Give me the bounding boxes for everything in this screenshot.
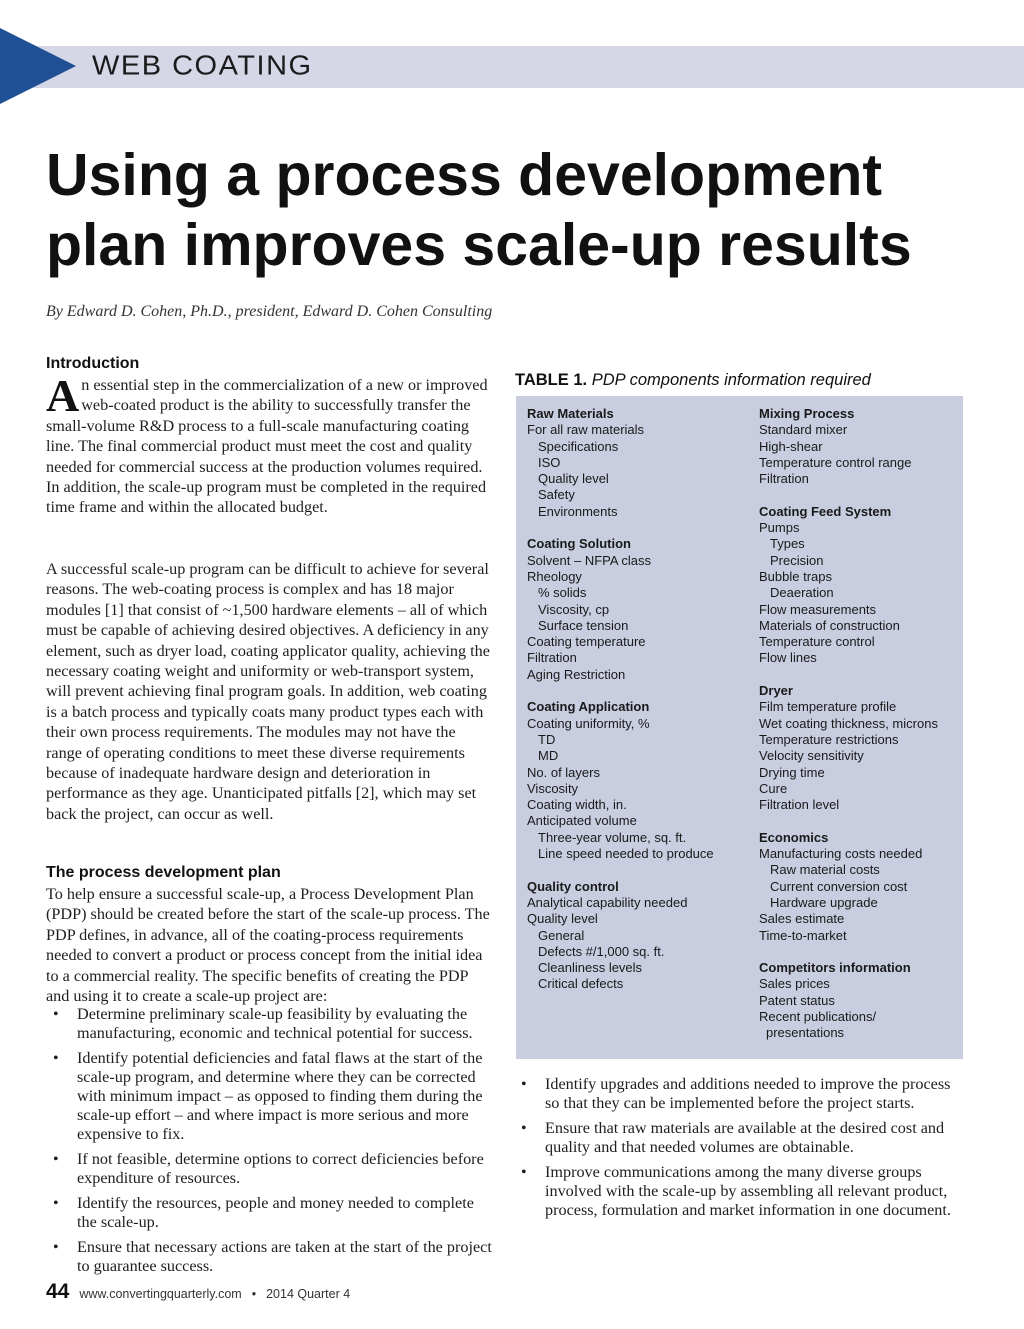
table-item: Manufacturing costs needed: [759, 846, 923, 862]
table-caption: PDP components information required: [591, 371, 871, 389]
page-footer: [46, 1280, 350, 1304]
table-label: TABLE 1.: [515, 371, 588, 389]
table-group: [759, 504, 959, 667]
table-group-heading: Competitors information: [759, 960, 911, 976]
table-item: Line speed needed to produce: [538, 846, 714, 862]
intro-heading: Introduction: [46, 355, 140, 372]
table-item: Materials of construction: [759, 617, 900, 633]
table-item: ISO: [538, 454, 561, 470]
table-group-heading: Coating Application: [527, 699, 650, 715]
table-item: Quality level: [538, 471, 609, 487]
table-group-heading: Economics: [759, 829, 829, 845]
table-item: Hardware upgrade: [770, 894, 878, 910]
table-group: [759, 960, 959, 1041]
bullet-item: • Identify potential deficiencies and fatal flaws at the start of the scale-up program, and determine where they can be corrected with minimum impact – as opposed to finding them during the scale-up effort – and where impact is more serious and more expensive to fix.: [46, 1049, 496, 1144]
bullet-item: • If not feasible, determine options to correct deficiencies before expenditure of resources.: [46, 1150, 496, 1188]
table-item: Coating temperature: [527, 634, 646, 650]
table-item: General: [538, 927, 585, 943]
table-item: Environments: [538, 503, 618, 519]
table-item: Wet coating thickness, microns: [759, 715, 938, 731]
table-item: Critical defects: [538, 976, 624, 992]
intro-paragraph-1: [46, 370, 494, 518]
benefits-list-right: [514, 1075, 964, 1226]
table-item: Specifications: [538, 438, 619, 454]
title-line-2: plan improves scale-up results: [46, 212, 912, 278]
table-item: Viscosity, cp: [538, 601, 610, 617]
table-item: MD: [538, 748, 559, 764]
table-title: [515, 371, 871, 390]
table-group-heading: Coating Feed System: [759, 503, 892, 519]
table-item: Filtration level: [759, 797, 840, 813]
table-item: TD: [538, 731, 556, 747]
table-group: [759, 683, 959, 813]
table-item: Standard mixer: [759, 422, 848, 438]
table-item: Rheology: [527, 568, 582, 584]
table-item: Current conversion cost: [770, 878, 908, 894]
footer-separator: •: [251, 1287, 257, 1301]
table-item: Temperature restrictions: [759, 731, 899, 747]
pdp-heading: The process development plan: [46, 864, 281, 881]
table-item: Flow measurements: [759, 601, 877, 617]
table-item: % solids: [538, 585, 587, 601]
table-item: Safety: [538, 487, 575, 503]
table-item: No. of layers: [527, 764, 600, 780]
bullet-item: • Determine preliminary scale-up feasibility by evaluating the manufacturing, economic and technical potential for success.: [46, 1005, 496, 1043]
table-item: Defects #/1,000 sq. ft.: [538, 943, 665, 959]
table-group: [527, 406, 752, 520]
table-group-heading: Quality control: [527, 878, 619, 894]
bullet-item: • Identify the resources, people and money needed to complete the scale-up.: [46, 1194, 496, 1232]
table-item: Coating width, in.: [527, 797, 627, 813]
table-item: Three-year volume, sq. ft.: [538, 829, 687, 845]
page-title: [46, 140, 1006, 280]
table-item: Cure: [759, 780, 788, 796]
table-item: Precision: [770, 552, 824, 568]
table-item: Temperature control: [759, 634, 875, 650]
table-column-left: [527, 406, 752, 1009]
table-group: [527, 879, 752, 993]
table-group: [759, 830, 959, 944]
table-item: Quality level: [527, 911, 598, 927]
footer-url: www.convertingquarterly.com: [79, 1287, 242, 1301]
table-group-heading: Coating Solution: [527, 536, 631, 552]
table-group-heading: Dryer: [759, 683, 793, 699]
table-item: Coating uniformity, %: [527, 715, 650, 731]
table-item: Aging Restriction: [527, 666, 626, 682]
table-item: Time-to-market: [759, 927, 847, 943]
table-item: Deaeration: [770, 585, 834, 601]
table-item: Sales estimate: [759, 911, 845, 927]
table-item: Velocity sensitivity: [759, 748, 864, 764]
bullet-item: • Ensure that raw materials are available at the desired cost and quality and that needed volumes are obtainable.: [514, 1119, 964, 1157]
page-number: 44: [46, 1280, 70, 1303]
table-column-right: [759, 406, 959, 1058]
table-item: Anticipated volume: [527, 813, 637, 829]
intro-paragraph-1-text: n essential step in the commercialization of a new or improved web-coated product is the ability to successfully transfer the small-volume R&D process to a full-scale manufacturing coating line. The final commercial product must meet the cost and quality needed for commercial success at the production volumes required. In addition, the scale-up program must be completed in the required time frame and within the allocated budget.: [46, 376, 488, 517]
table-group: [759, 406, 959, 487]
table-item: Flow lines: [759, 650, 817, 666]
table-item: Sales prices: [759, 976, 830, 992]
title-line-1: Using a process development: [46, 142, 883, 208]
table-item: Surface tension: [538, 617, 629, 633]
table-item: Pumps: [759, 520, 800, 536]
bullet-item: • Ensure that necessary actions are taken at the start of the project to guarantee success.: [46, 1238, 496, 1276]
footer-issue: 2014 Quarter 4: [266, 1287, 351, 1301]
intro-paragraph-2: A successful scale-up program can be difficult to achieve for several reasons. The web-coating process is complex and has 18 major modules [1] that consist of ~1,500 hardware elements – all of which must be capable of achieving desired objectives. A deficiency in any element, such as dryer load, coating applicator quality, achieving the necessary coating weight and uniformity or web-transport system, will prevent achieving final program goals. In addition, web coating is a batch process and typically coats many product types each with their own process requirements. The modules may not have the range of operating conditions to meet these diverse requirements because of inadequate hardware design and deterioration in performance as they age. Unanticipated pitfalls [2], which may set back the project, can occur as well.: [46, 560, 490, 823]
table-item: Film temperature profile: [759, 699, 897, 715]
table-group-heading: Raw Materials: [527, 406, 614, 421]
table-group: [527, 699, 752, 862]
table-item: presentations: [766, 1025, 845, 1041]
table-item: Solvent – NFPA class: [527, 552, 652, 568]
table-group-heading: Mixing Process: [759, 406, 855, 421]
table-item: Drying time: [759, 764, 825, 780]
table-item: Filtration: [527, 650, 577, 666]
table-item: Raw material costs: [770, 862, 880, 878]
drop-cap: A: [46, 370, 80, 421]
byline: By Edward D. Cohen, Ph.D., president, Edward D. Cohen Consulting: [46, 303, 493, 320]
table-item: Bubble traps: [759, 568, 832, 584]
bullet-item: • Improve communications among the many diverse groups involved with the scale-up by assembling all relevant product, process, formulation and market information in one document.: [514, 1163, 964, 1220]
table-item: Patent status: [759, 992, 835, 1008]
table-group: [527, 536, 752, 683]
bullet-item: • Identify upgrades and additions needed to improve the process so that they can be implemented before the project starts.: [514, 1075, 964, 1113]
table-item: Analytical capability needed: [527, 894, 688, 910]
pdp-paragraph: To help ensure a successful scale-up, a Process Development Plan (PDP) should be created before the start of the scale-up process. The PDP defines, in advance, all of the coating-process requirements needed to convert a product or process concept from the initial idea to a commercial reality. The specific benefits of creating the PDP and using it to create a scale-up project are:: [46, 885, 490, 1006]
section-label: WEB COATING: [92, 50, 313, 82]
banner-triangle-icon: [0, 28, 76, 104]
table-item: Temperature control range: [759, 454, 912, 470]
pdp-components-table: [516, 396, 963, 1059]
table-item: For all raw materials: [527, 422, 645, 438]
table-item: Viscosity: [527, 780, 579, 796]
table-item: Cleanliness levels: [538, 960, 643, 976]
table-item: Types: [770, 536, 805, 552]
table-item: High-shear: [759, 438, 823, 454]
table-item: Recent publications/: [759, 1008, 877, 1024]
benefits-list-left: [46, 1005, 496, 1282]
table-item: Filtration: [759, 471, 809, 487]
